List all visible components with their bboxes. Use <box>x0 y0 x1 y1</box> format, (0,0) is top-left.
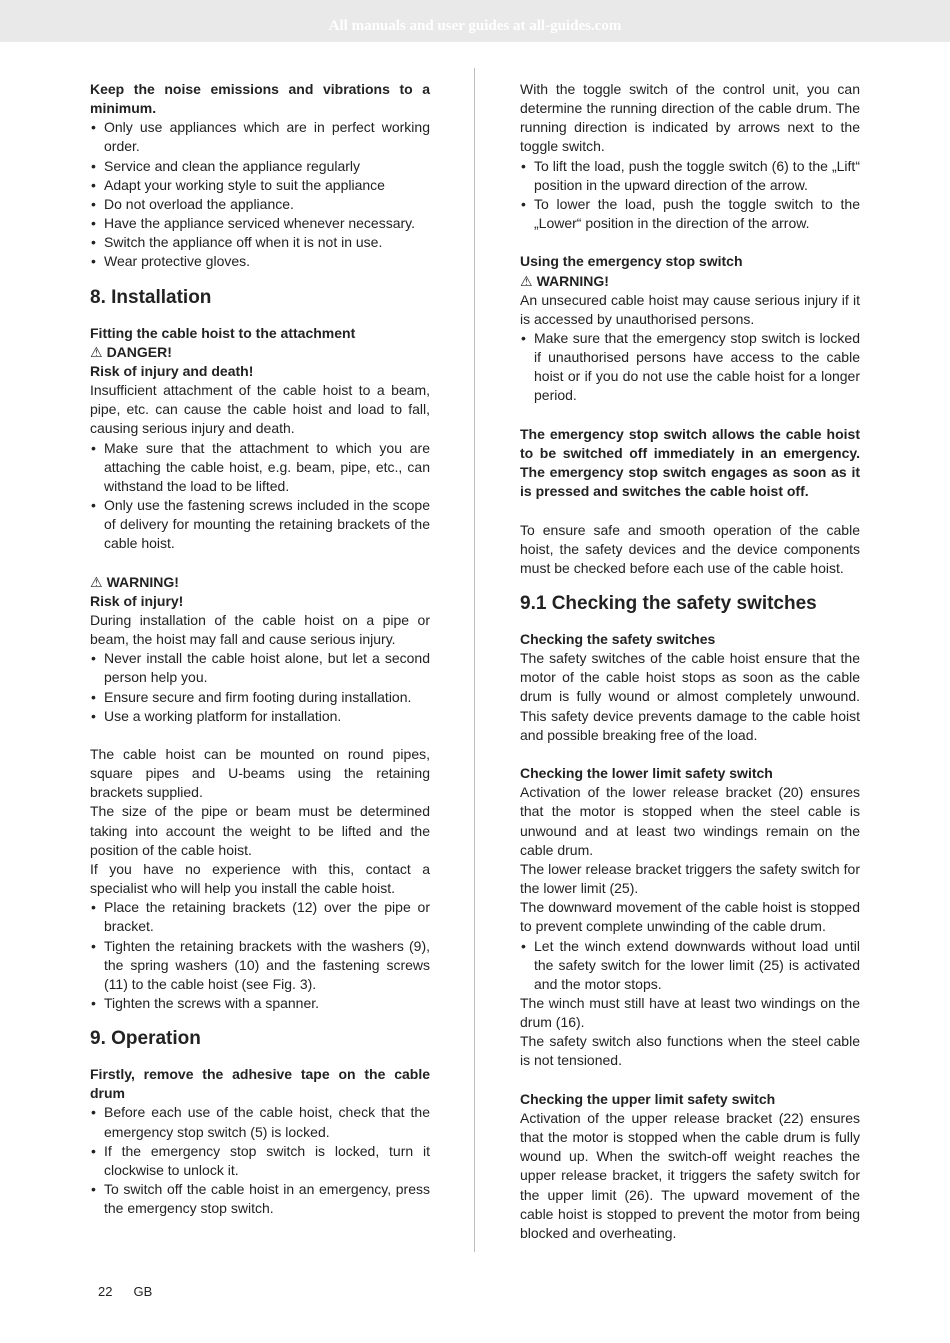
lower-paragraph: The lower release bracket triggers the safety switch for the lower limit (25). <box>520 860 860 897</box>
warning-subheading: Risk of injury! <box>90 592 184 609</box>
language-code: GB <box>133 1284 153 1299</box>
estop-bold-text: The emergency stop switch allows the cable hoist to be switched off immediately in an emergency. The emergency stop switch engages as soon as it is pressed and switches the cable hoist off. <box>520 425 860 500</box>
page-footer <box>98 1284 173 1299</box>
list-item: • Tighten the retaining brackets with the washers (9), the spring washers (10) and the fastening screws (11) to the cable hoist (see Fig. 3). <box>90 937 430 994</box>
list-item: • Wear protective gloves. <box>90 252 430 271</box>
estop-warning-text: An unsecured cable hoist may cause serious injury if it is accessed by unauthorised persons. <box>520 291 860 327</box>
lower-paragraph: The winch must still have at least two windings on the drum (16). <box>520 994 860 1031</box>
fitting-heading: Fitting the cable hoist to the attachment <box>90 324 356 341</box>
list-item: • Only use the fastening screws included in the scope of delivery for mounting the retaining brackets of the cable hoist. <box>90 496 430 553</box>
list-item: • Tighten the screws with a spanner. <box>90 994 430 1013</box>
mount-paragraph: If you have no experience with this, contact a specialist who will help you install the cable hoist. <box>90 860 430 897</box>
list-item: • Adapt your working style to suit the appliance <box>90 176 430 195</box>
list-item: • Make sure that the emergency stop switch is locked if unauthorised persons have access to the cable hoist or if you do not use the cable hoist for a longer period. <box>520 329 860 406</box>
danger-list <box>90 439 430 554</box>
list-item: • Do not overload the appliance. <box>90 195 430 214</box>
lower-heading: Checking the lower limit safety switch <box>520 765 773 782</box>
list-item: • To switch off the cable hoist in an emergency, press the emergency stop switch. <box>90 1180 430 1218</box>
mount-paragraph: The cable hoist can be mounted on round pipes, square pipes and U-beams using the retaining brackets supplied. <box>90 745 430 801</box>
warning-label: ⚠ WARNING! <box>90 573 179 590</box>
lower-list <box>520 937 860 994</box>
list-item: • To lift the load, push the toggle switch (6) to the „Lift“ position in the upward direction of the arrow. <box>520 157 860 195</box>
list-item: • Before each use of the cable hoist, check that the emergency stop switch (5) is locked. <box>90 1103 430 1141</box>
list-item: • Place the retaining brackets (12) over the pipe or bracket. <box>90 898 430 936</box>
mount-list <box>90 898 430 1013</box>
list-item: • To lower the load, push the toggle switch to the „Lower“ position in the direction of the arrow. <box>520 195 860 233</box>
lower-paragraph: The downward movement of the cable hoist is stopped to prevent complete unwinding of the cable drum. <box>520 899 860 935</box>
list-item: • If the emergency stop switch is locked, turn it clockwise to unlock it. <box>90 1142 430 1180</box>
lower-paragraph: Activation of the lower release bracket (20) ensures that the motor is stopped when the steel cable is unwound and at least two windings remain on the cable drum. <box>520 784 860 858</box>
list-item: • Ensure secure and firm footing during installation. <box>90 688 430 707</box>
upper-text: Activation of the upper release bracket (22) ensures that the motor is stopped when the cable drum is fully wound up. When the switch-off weight reaches the upper release bracket, it triggers the safety switch for the upper limit (26). The upward movement of the cable hoist is stopped to prevent the motor from being blocked and overheating. <box>520 1109 860 1241</box>
upper-heading: Checking the upper limit safety switch <box>520 1090 776 1107</box>
mount-paragraph: The size of the pipe or beam must be determined taking into account the weight to be lifted and the position of the cable hoist. <box>90 803 430 858</box>
noise-heading: Keep the noise emissions and vibrations to a minimum. <box>90 81 430 117</box>
list-item: • Let the winch extend downwards without load until the safety switch for the lower limit (25) is activated and the motor stops. <box>520 937 860 994</box>
danger-text: Insufficient attachment of the cable hoist to a beam, pipe, etc. can cause the cable hoist and load to fall, causing serious injury and death. <box>90 382 430 437</box>
toggle-text: With the toggle switch of the control unit, you can determine the running direction of the cable drum. The running direction is indicated by arrows next to the toggle switch. <box>520 81 860 155</box>
page-number: 22 <box>98 1284 113 1299</box>
estop-warning-label: ⚠ WARNING! <box>520 272 609 289</box>
safe-text: To ensure safe and smooth operation of the cable hoist, the safety devices and the device components must be checked before each use of the cable hoist. <box>520 521 860 576</box>
list-item: • Only use appliances which are in perfect working order. <box>90 118 430 156</box>
estop-heading: Using the emergency stop switch <box>520 253 743 270</box>
estop-list <box>520 329 860 406</box>
list-item: • Have the appliance serviced whenever necessary. <box>90 214 430 233</box>
toggle-list <box>520 157 860 234</box>
right-column <box>520 80 860 1243</box>
list-item: • Never install the cable hoist alone, but let a second person help you. <box>90 649 430 687</box>
operation-list <box>90 1103 430 1218</box>
column-divider <box>474 68 475 1252</box>
operation-title: 9. Operation <box>90 1028 201 1050</box>
warning-triangle-icon: ⚠ <box>520 272 533 289</box>
danger-subheading: Risk of injury and death! <box>90 362 254 379</box>
list-item: • Service and clean the appliance regularly <box>90 157 430 176</box>
checking-text: The safety switches of the cable hoist ensure that the motor of the cable hoist stops as soon as the cable drum is fully wound or almost completely unwound. This safety device prevents damage to the cable hoist and possible breaking free of the load. <box>520 650 860 743</box>
lower-paragraph: The safety switch also functions when the steel cable is not tensioned. <box>520 1033 860 1069</box>
warning-triangle-icon: ⚠ <box>90 343 103 360</box>
noise-list <box>90 118 430 271</box>
checking-heading: Checking the safety switches <box>520 631 716 648</box>
warning-text: During installation of the cable hoist on a pipe or beam, the hoist may fall and cause serious injury. <box>90 611 430 648</box>
list-item: • Use a working platform for installation. <box>90 707 430 726</box>
list-item: • Switch the appliance off when it is not in use. <box>90 233 430 252</box>
checking-title: 9.1 Checking the safety switches <box>520 593 817 615</box>
list-item: • Make sure that the attachment to which you are attaching the cable hoist, e.g. beam, pipe, etc., can withstand the load to be lifted. <box>90 439 430 496</box>
site-banner: All manuals and user guides at all-guides.com <box>0 0 950 42</box>
warning-list <box>90 649 430 726</box>
installation-title: 8. Installation <box>90 286 212 308</box>
left-column <box>90 80 430 1218</box>
warning-triangle-icon: ⚠ <box>90 573 103 590</box>
tape-heading: Firstly, remove the adhesive tape on the cable drum <box>90 1066 430 1102</box>
danger-label: ⚠ DANGER! <box>90 343 172 360</box>
